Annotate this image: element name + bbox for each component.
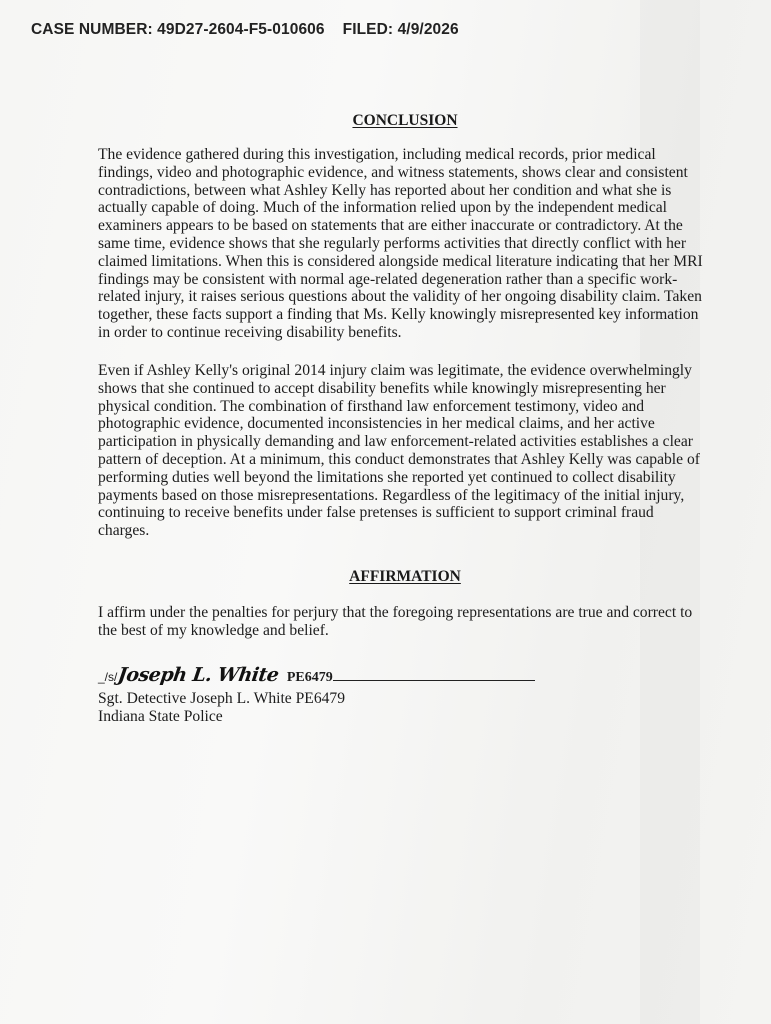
signer-block — [98, 690, 345, 726]
signature-script: Joseph L. White — [116, 664, 281, 686]
paragraph-line: payments based on those misrepresentations. Regardless of the legitimacy of the initial injury, — [98, 486, 685, 504]
case-number: CASE NUMBER: 49D27-2604-F5-010606 — [31, 21, 325, 38]
paragraph-line: in order to continue receiving disability benefits. — [98, 323, 402, 341]
paragraph-line: participation in physically demanding and law enforcement-related activities establishes a clear — [98, 433, 693, 451]
signature-prefix: _/s/ — [98, 670, 118, 684]
affirmation-statement — [98, 604, 698, 640]
conclusion-paragraph-2 — [98, 362, 698, 540]
paragraph-line: charges. — [98, 522, 150, 540]
conclusion-paragraph-1 — [98, 146, 703, 342]
filed-date: FILED: 4/9/2026 — [342, 21, 459, 38]
paragraph-line: findings, video and photographic evidence, and witness statements, shows clear and consistent — [98, 163, 688, 181]
paragraph-line: actually capable of doing. Much of the information relied upon by the independent medical — [98, 199, 667, 217]
paragraph-line: photographic evidence, documented inconsistencies in her medical claims, and her active — [98, 415, 655, 433]
paragraph-line: related injury, it raises serious questions about the validity of her ongoing disability claim. Taken — [98, 288, 702, 306]
conclusion-heading: CONCLUSION — [352, 112, 458, 129]
affirmation-heading: AFFIRMATION — [349, 568, 461, 585]
signer-line: Indiana State Police — [98, 708, 223, 725]
paragraph-line: same time, evidence shows that she regularly performs activities that directly conflict with her — [98, 234, 687, 252]
paragraph-line: Even if Ashley Kelly's original 2014 injury claim was legitimate, the evidence overwhelmingly — [98, 362, 692, 379]
signature-underline — [333, 679, 535, 681]
affirmation-line: the best of my knowledge and belief. — [98, 621, 329, 639]
signature-badge-number: PE6479 — [286, 670, 333, 685]
signature-line — [98, 664, 535, 688]
case-header — [31, 21, 459, 39]
paragraph-line: performing duties well beyond the limitations she reported yet continued to collect disability — [98, 468, 676, 486]
paragraph-line: physical condition. The combination of firsthand law enforcement testimony, video and — [98, 397, 645, 415]
paragraph-line: findings may be consistent with normal age-related degeneration rather than a specific work- — [98, 270, 678, 288]
affirmation-line: I affirm under the penalties for perjury that the foregoing representations are true and correct to — [98, 604, 693, 621]
paragraph-line: pattern of deception. At a minimum, this conduct demonstrates that Ashley Kelly was capable of — [98, 450, 700, 468]
paragraph-line: together, these facts support a finding that Ms. Kelly knowingly misrepresented key information — [98, 306, 699, 324]
paragraph-line: claimed limitations. When this is considered alongside medical literature indicating that her MRI — [98, 252, 703, 270]
paragraph-line: examiners appears to be based on statements that are either inaccurate or contradictory. At the — [98, 217, 683, 235]
paragraph-line: shows that she continued to accept disability benefits while knowingly misrepresenting her — [98, 379, 666, 397]
paragraph-line: continuing to receive benefits under false pretenses is sufficient to support criminal fraud — [98, 504, 654, 522]
paragraph-line: contradictions, between what Ashley Kelly has reported about her condition and what she is — [98, 181, 672, 199]
paragraph-line: The evidence gathered during this investigation, including medical records, prior medical — [98, 146, 656, 163]
signer-line: Sgt. Detective Joseph L. White PE6479 — [98, 690, 346, 707]
